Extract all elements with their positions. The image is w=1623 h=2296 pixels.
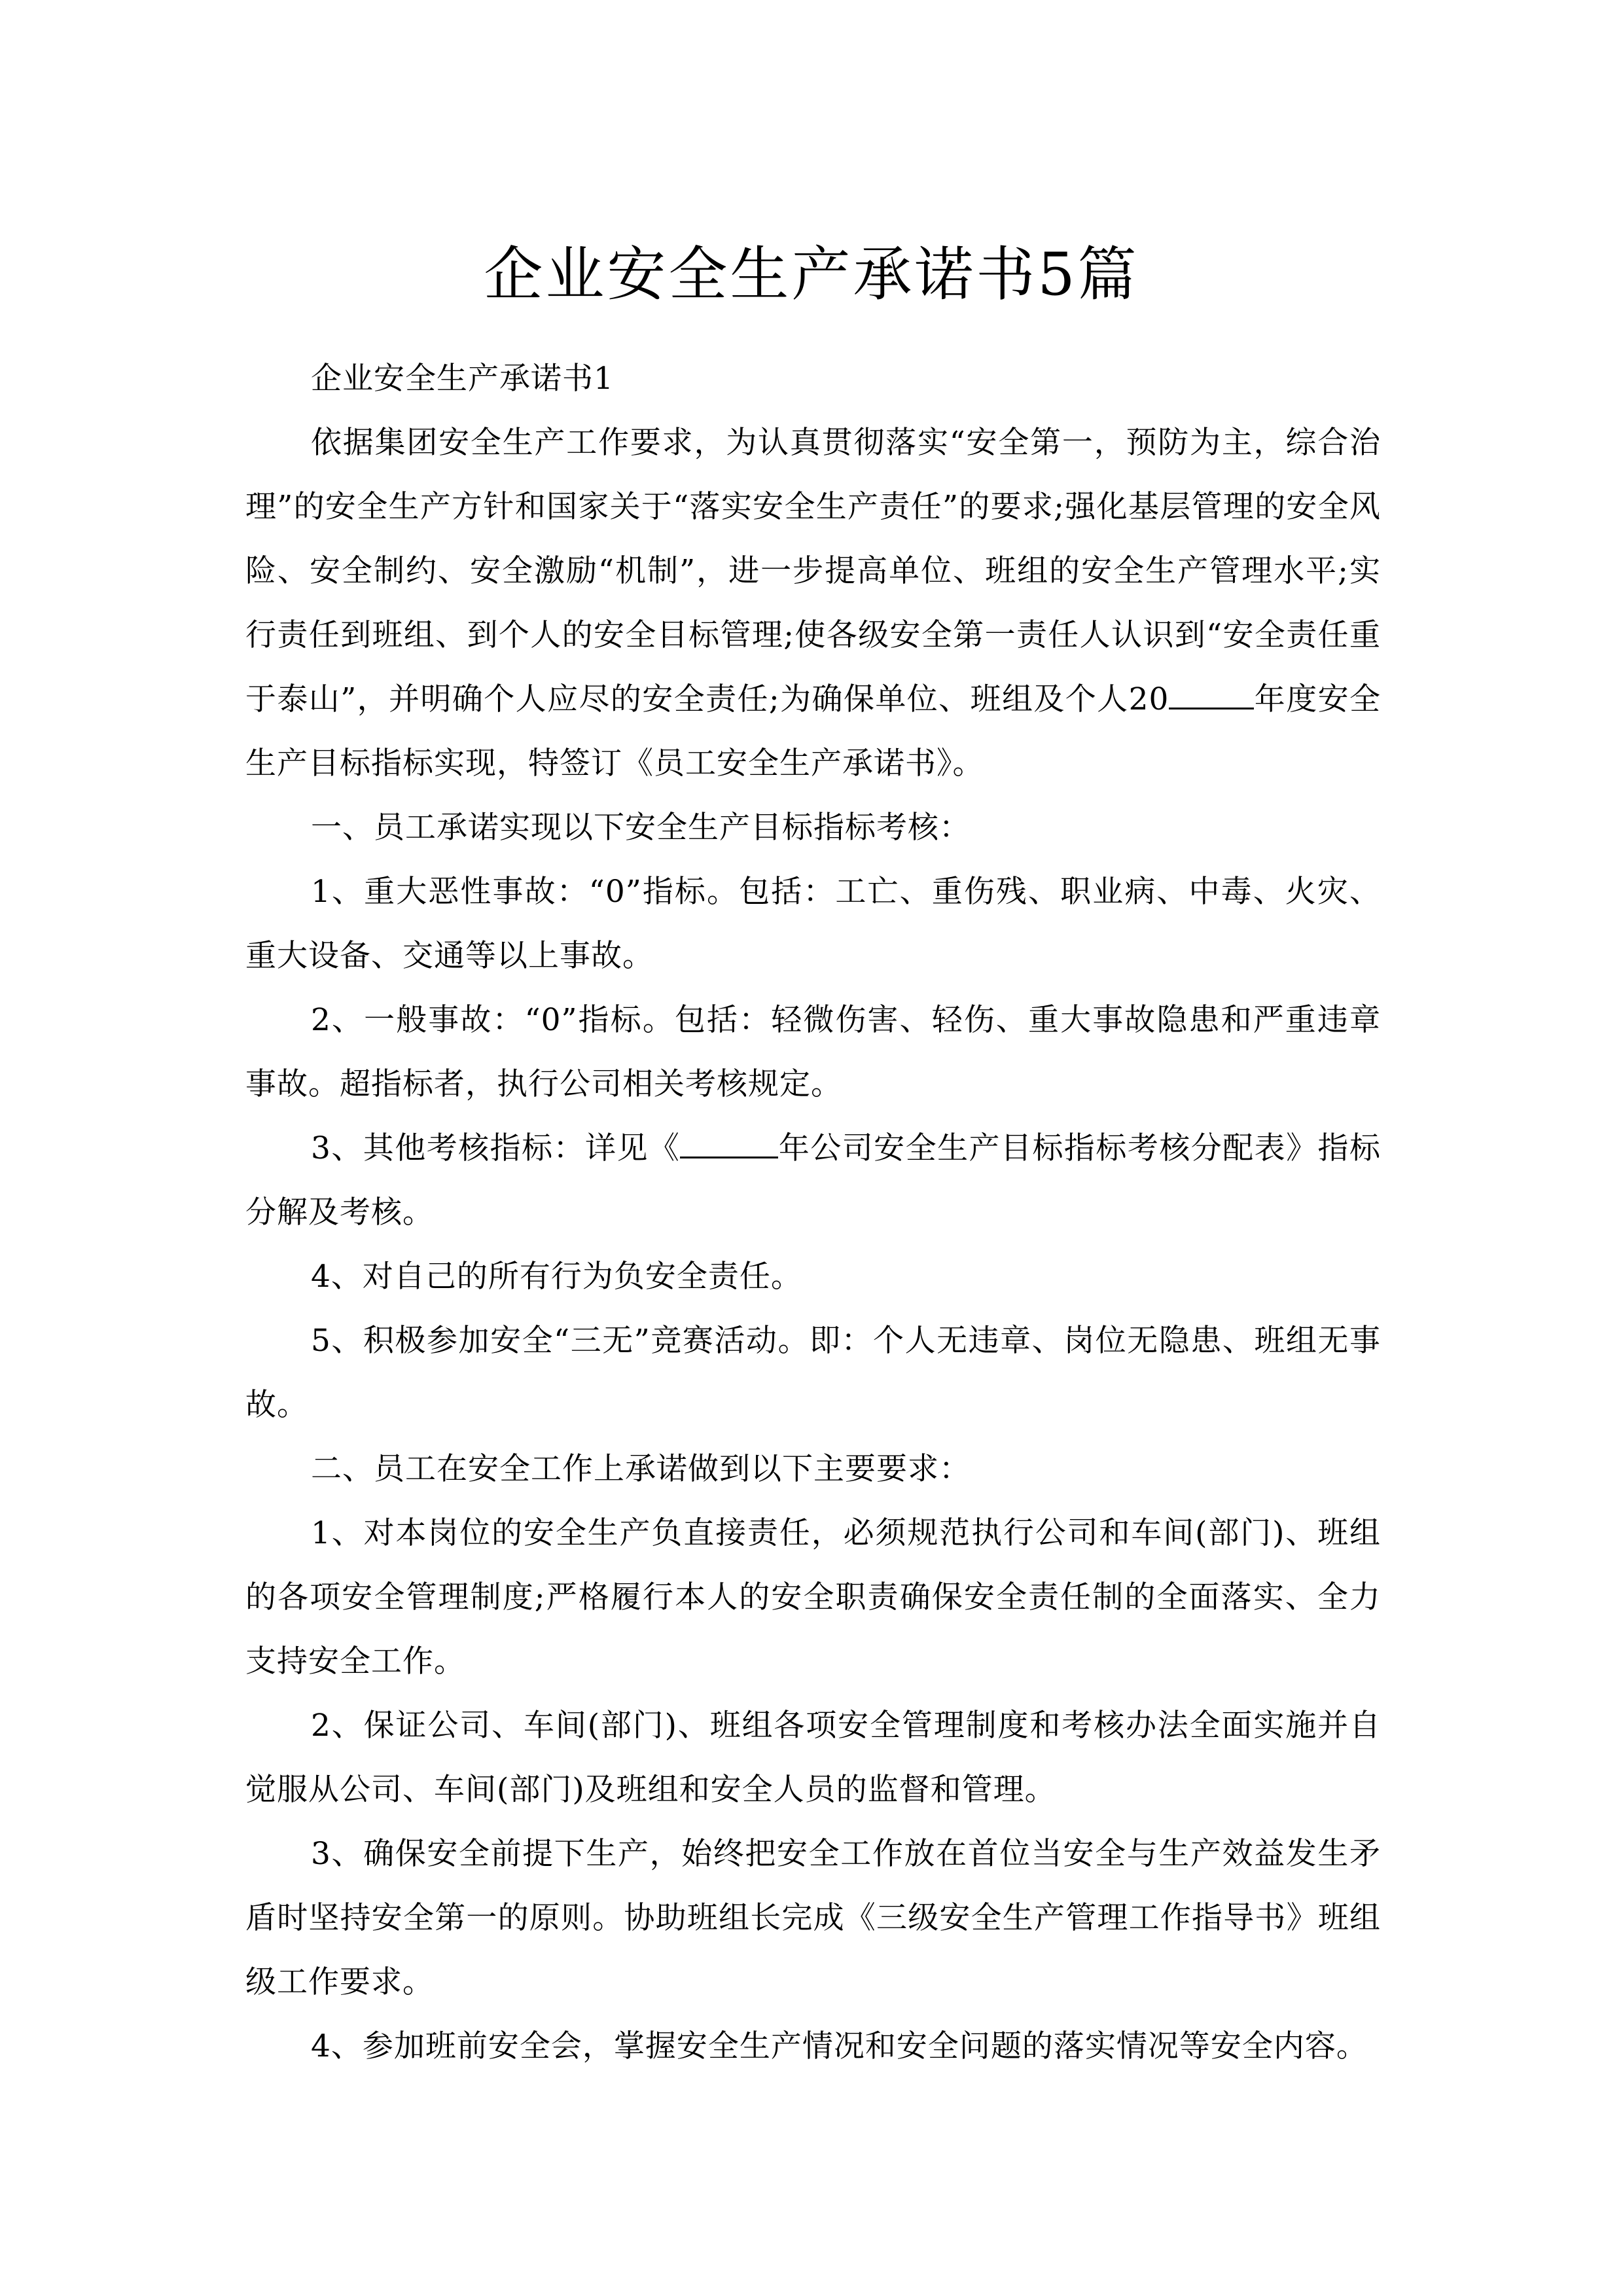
section-heading: 企业安全生产承诺书1 [311, 361, 614, 397]
intro-text-b: 年度安全生产目标指标实现，特签订《员工安全生产承诺书》。 [245, 681, 1382, 781]
part2-item-3: 3、确保安全前提下生产，始终把安全工作放在首位当安全与生产效益发生矛盾时坚持安全第一的原则。协助班组长完成《三级安全生产管理工作指导书》班组级工作要求。 [245, 1836, 1381, 2000]
part1-item-1: 1、重大恶性事故：“0”指标。包括：工亡、重伤残、职业病、中毒、火灾、重大设备、交通等以上事故。 [245, 874, 1381, 974]
part1-item-2: 2、一般事故：“0”指标。包括：轻微伤害、轻伤、重大事故隐患和严重违章事故。超指标者，执行公司相关考核规定。 [245, 1002, 1381, 1102]
part1-item-3-text-a: 3、其他考核指标：详见《 [311, 1130, 681, 1166]
part2-heading: 二、员工在安全工作上承诺做到以下主要要求： [311, 1451, 971, 1487]
part1-heading: 一、员工承诺实现以下安全生产目标指标考核： [311, 810, 971, 846]
part2-item-4: 4、参加班前安全会，掌握安全生产情况和安全问题的落实情况等安全内容。 [311, 2028, 1368, 2064]
document-title: 企业安全生产承诺书5篇 [484, 240, 1139, 310]
part1-item-4: 4、对自己的所有行为负安全责任。 [311, 1259, 802, 1295]
part1-item-3 [245, 1117, 1381, 1245]
part2-item-1: 1、对本岗位的安全生产负直接责任，必须规范执行公司和车间(部门)、班组的各项安全管理制度;严格履行本人的安全职责确保安全责任制的全面落实、全力支持安全工作。 [245, 1515, 1381, 1679]
year-blank-line [680, 1130, 778, 1158]
year-blank-line [1169, 681, 1254, 709]
intro-text-a: 依据集团安全生产工作要求，为认真贯彻落实“安全第一，预防为主，综合治理”的安全生产方针和国家关于“落实安全生产责任”的要求;强化基层管理的安全风险、安全制约、安全激励“机制”，进一步提高单位、班组的安全生产管理水平;实行责任到班组、到个人的安全目标管理;使各级安全第一责任人认识到“安全责任重于泰山”，并明确个人应尽的安全责任;为确保单位、班组及个人20 [245, 425, 1381, 717]
document-body [245, 347, 1381, 2079]
part1-item-5: 5、积极参加安全“三无”竞赛活动。即：个人无违章、岗位无隐患、班组无事故。 [245, 1323, 1381, 1423]
intro-paragraph [245, 411, 1381, 796]
part1-item-3-text-b: 年公司安全生产目标指标考核分配表》指标分解及考核。 [245, 1130, 1381, 1230]
part2-item-2: 2、保证公司、车间(部门)、班组各项安全管理制度和考核办法全面实施并自觉服从公司、车间(部门)及班组和安全人员的监督和管理。 [245, 1708, 1381, 1808]
